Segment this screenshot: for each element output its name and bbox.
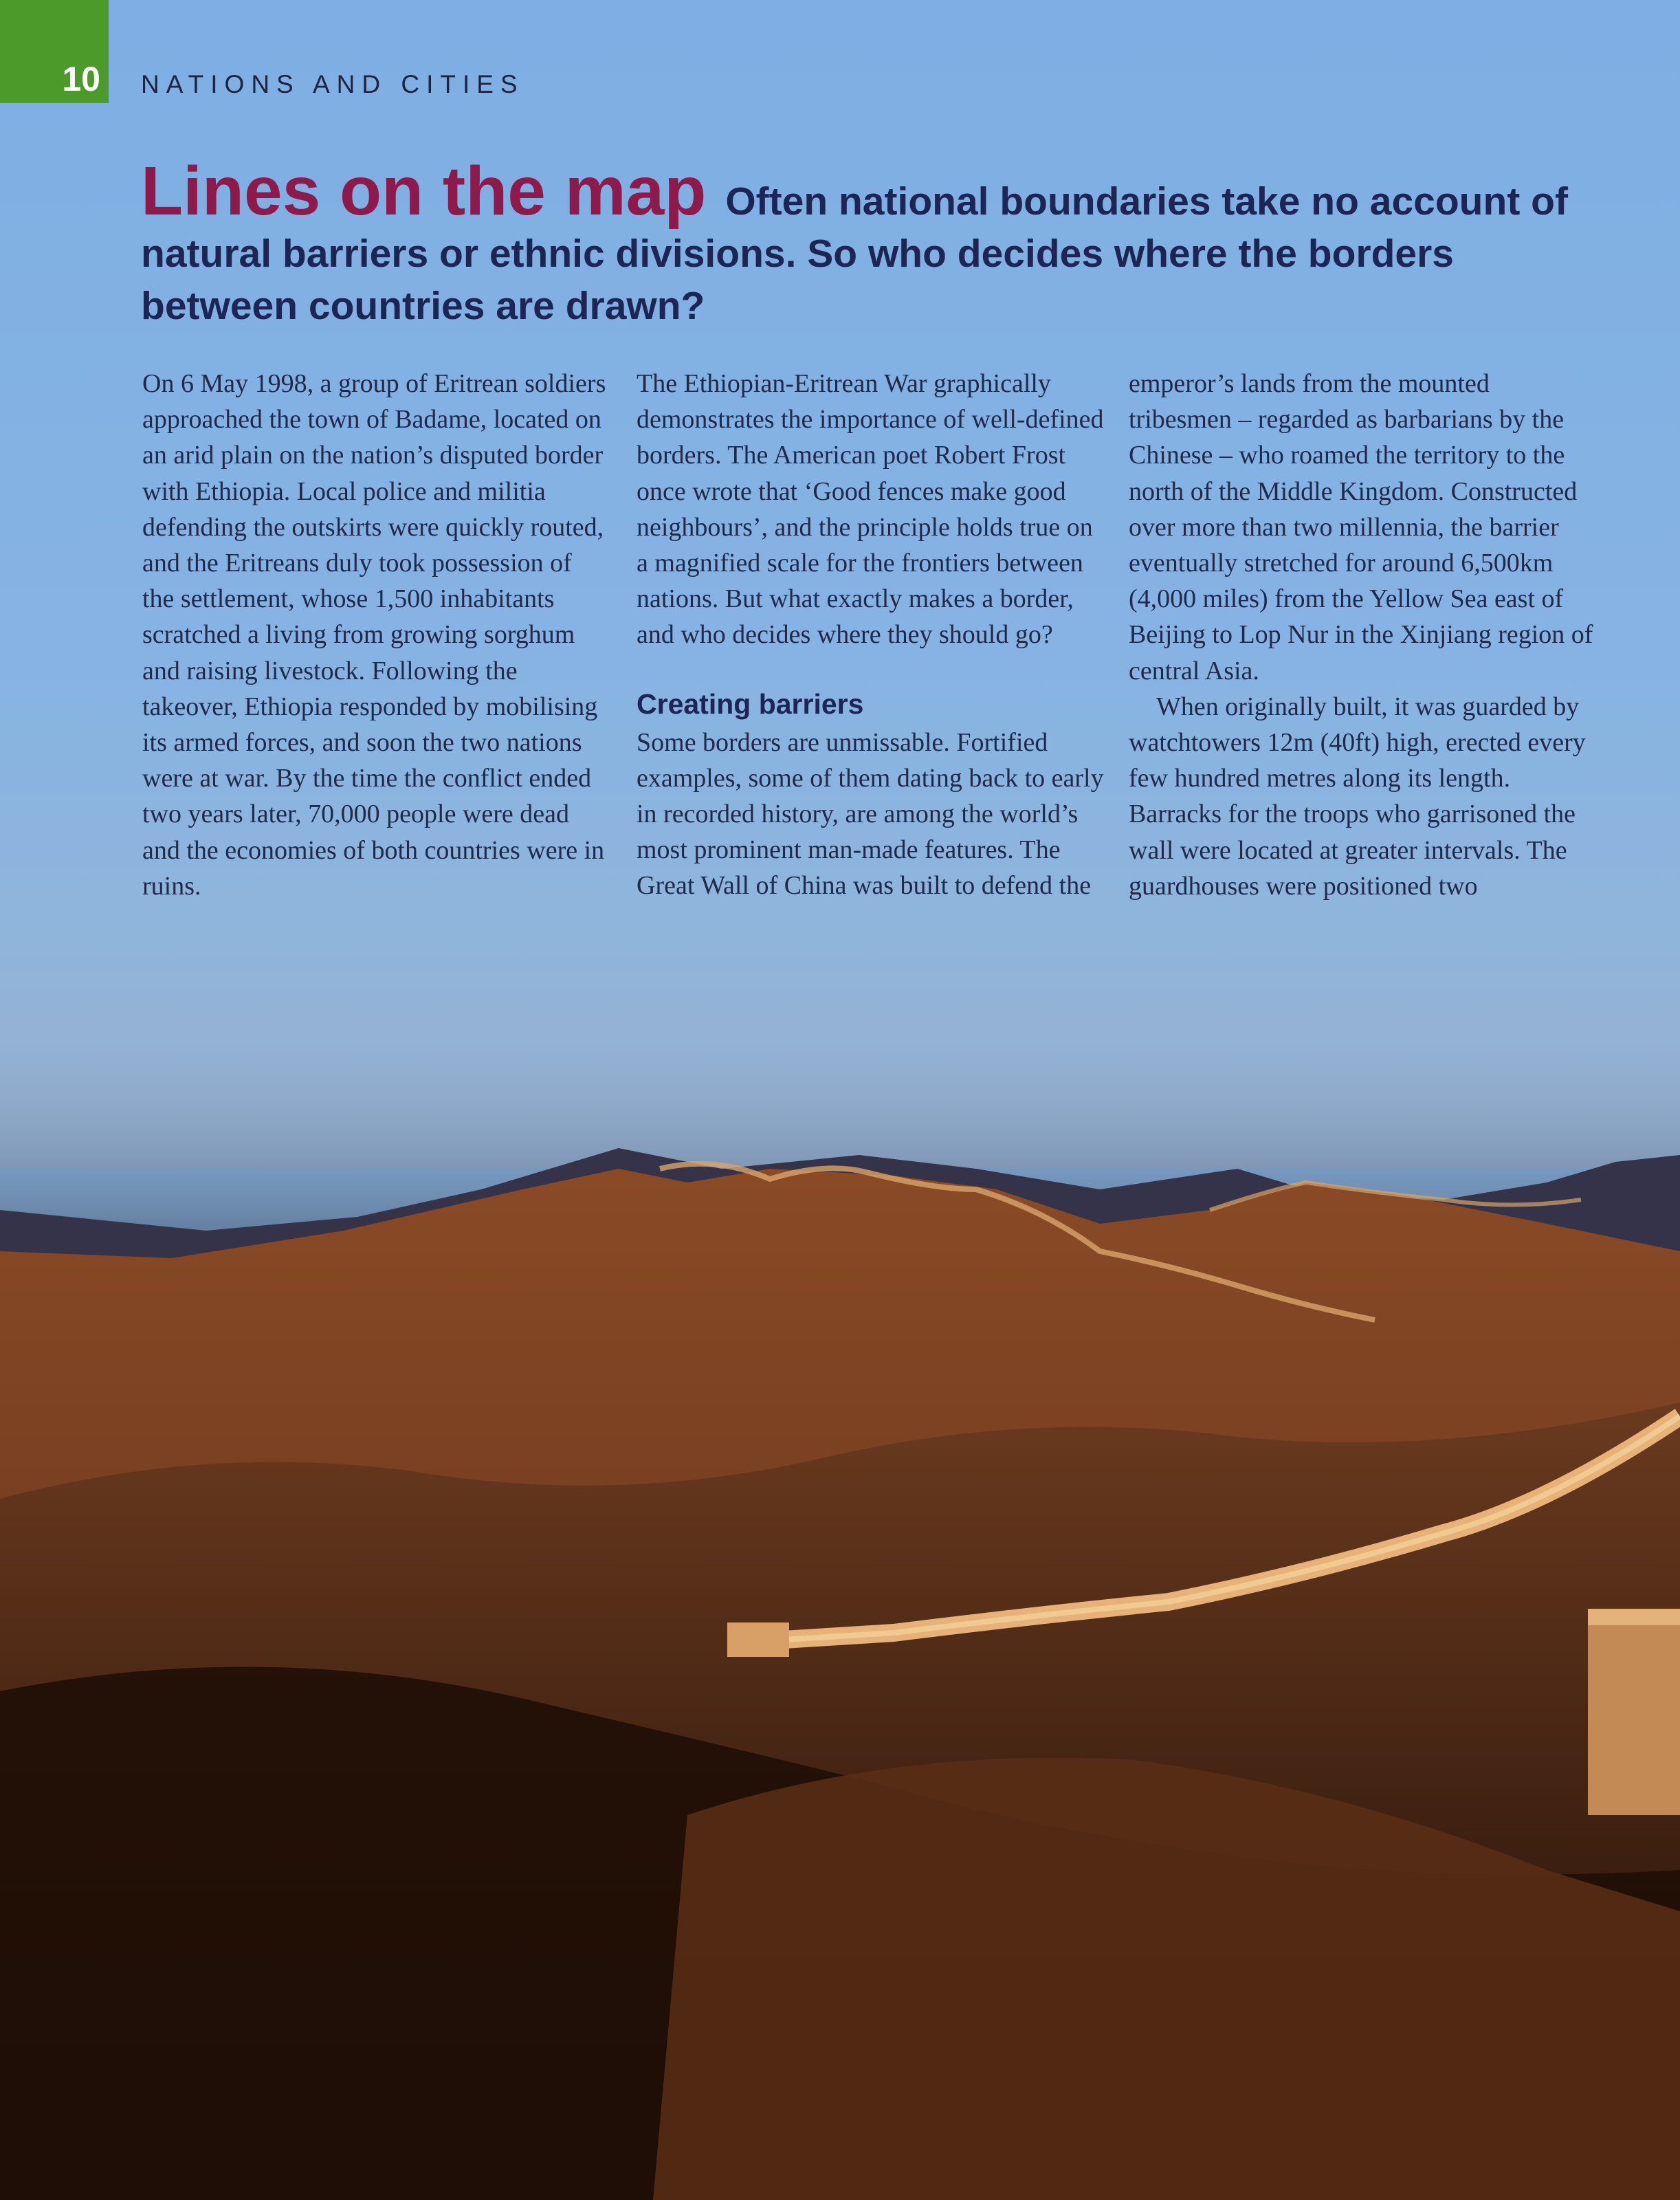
standfirst: Often national boundaries take no account of natural barriers or ethnic divisions. So who decides where the borders between countries are drawn? xyxy=(141,179,1568,328)
body-paragraph: Some borders are unmissable. Fortified examples, some of them dating back to early in recorded history, are among the world’s most prominent man-made features. The Great Wall of China was built to defend the xyxy=(637,727,1104,901)
subheading: Creating barriers xyxy=(637,688,864,720)
article-title: Lines on the map xyxy=(141,153,707,230)
body-paragraph: When originally built, it was guarded by watchtowers 12m (40ft) high, erected every few hundred metres along its length. Barracks for the troops who garrisoned the wall were located at greater intervals. The guardhouses were positioned two xyxy=(1129,692,1586,901)
text-column-2 xyxy=(637,366,1104,904)
body-paragraph: emperor’s lands from the mounted tribesmen – regarded as barbarians by the Chinese – who roamed the territory to the north of the Middle Kingdom. Constructed over more than two millennia, the barrier eventually stretched for around 6,500km (4,000 miles) from the Yellow Sea east of Beijing to Lop Nur in the Xinjiang region of central Asia. xyxy=(1129,369,1593,685)
body-paragraph: The Ethiopian-Eritrean War graphically demonstrates the importance of well-defined borders. The American poet Robert Frost once wrote that ‘Good fences make good neighbours’, and the principle holds true on a magnified scale for the frontiers between nations. But what exactly makes a border, and who decides where they should go? xyxy=(637,369,1104,650)
page-number: 10 xyxy=(0,0,109,103)
great-wall-photo xyxy=(0,962,1680,2200)
body-paragraph: On 6 May 1998, a group of Eritrean soldiers approached the town of Badame, located on an arid plain on the nation’s disputed border with Ethiopia. Local police and militia defending the outskirts were quickly routed, and the Eritreans duly took possession of the settlement, whose 1,500 inhabitants scratched a living from growing sorghum and raising livestock. Following the takeover, Ethiopia responded by mobilising its armed forces, and soon the two nations were at war. By the time the conflict ended two years later, 70,000 people were dead and the economies of both countries were in ruins. xyxy=(142,369,606,901)
headline xyxy=(141,153,1598,332)
section-label: NATIONS AND CITIES xyxy=(141,70,524,98)
text-column-3 xyxy=(1129,366,1596,904)
text-column-1 xyxy=(142,366,610,904)
